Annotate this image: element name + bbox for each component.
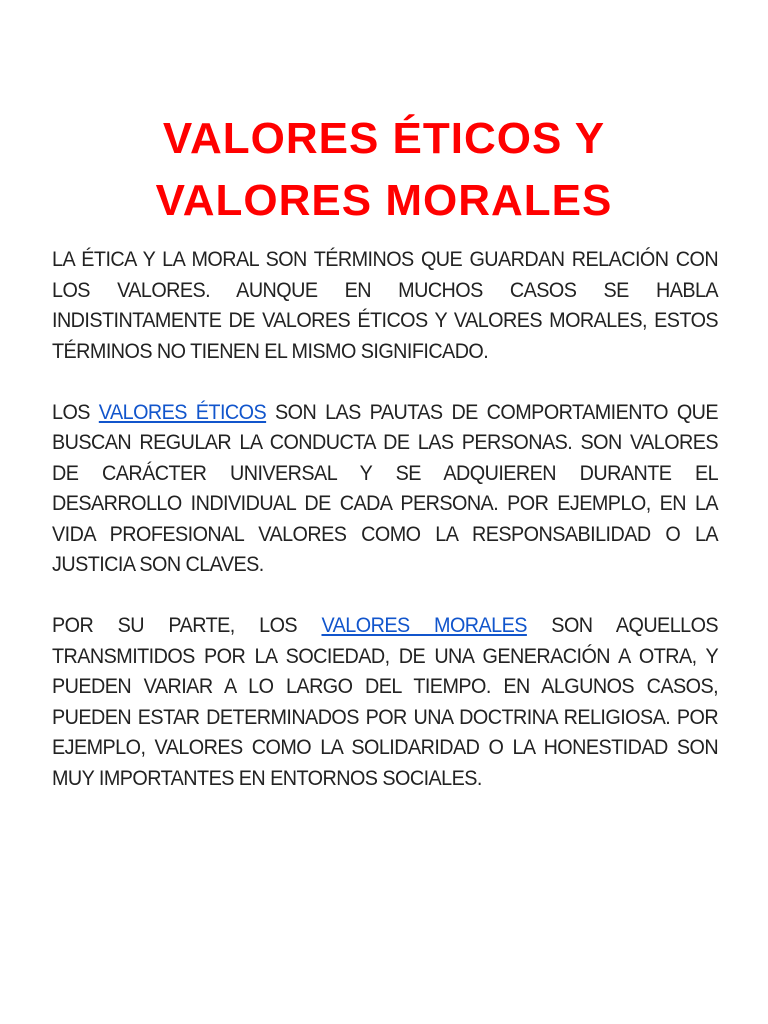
paragraph-moral-before: POR SU PARTE, LOS	[52, 613, 322, 637]
document-body	[52, 244, 718, 824]
title-line-1: VALORES ÉTICOS Y	[162, 114, 606, 163]
paragraph-ethical-values	[52, 397, 718, 580]
paragraph-moral-after: SON AQUELLOS TRANSMITIDOS POR LA SOCIEDAD, DE UNA GENERACIÓN A OTRA, Y PUEDEN VARIAR A LO LARGO DEL TIEMPO. EN ALGUNOS CASOS, PUEDEN ESTAR DETERMINADOS POR UNA DOCTRINA RELIGIOSA. POR EJEMPLO, VALORES COMO LA SOLIDARIDAD O LA HONESTIDAD SON MUY IMPORTANTES EN ENTORNOS SOCIALES.	[52, 613, 719, 790]
paragraph-ethical-before: LOS	[52, 399, 99, 424]
title-line-2: VALORES MORALES	[155, 176, 613, 225]
paragraph-intro: LA ÉTICA Y LA MORAL SON TÉRMINOS QUE GUARDAN RELACIÓN CON LOS VALORES. AUNQUE EN MUCHOS CASOS SE HABLA INDISTINTAMENTE DE VALORES ÉTICOS Y VALORES MORALES, ESTOS TÉRMINOS NO TIENEN EL MISMO SIGNIFICADO.	[52, 247, 719, 363]
page-title	[0, 108, 768, 232]
link-valores-morales[interactable]: VALORES MORALES	[321, 613, 527, 637]
link-valores-eticos[interactable]: VALORES ÉTICOS	[98, 399, 267, 424]
paragraph-ethical-after: SON LAS PAUTAS DE COMPORTAMIENTO QUE BUSCAN REGULAR LA CONDUCTA DE LAS PERSONAS. SON VALORES DE CARÁCTER UNIVERSAL Y SE ADQUIEREN DURANTE EL DESARROLLO INDIVIDUAL DE CADA PERSONA. POR EJEMPLO, EN LA VIDA PROFESIONAL VALORES COMO LA RESPONSABILIDAD O LA JUSTICIA SON CLAVES.	[52, 399, 719, 576]
paragraph-moral-values	[52, 610, 718, 793]
